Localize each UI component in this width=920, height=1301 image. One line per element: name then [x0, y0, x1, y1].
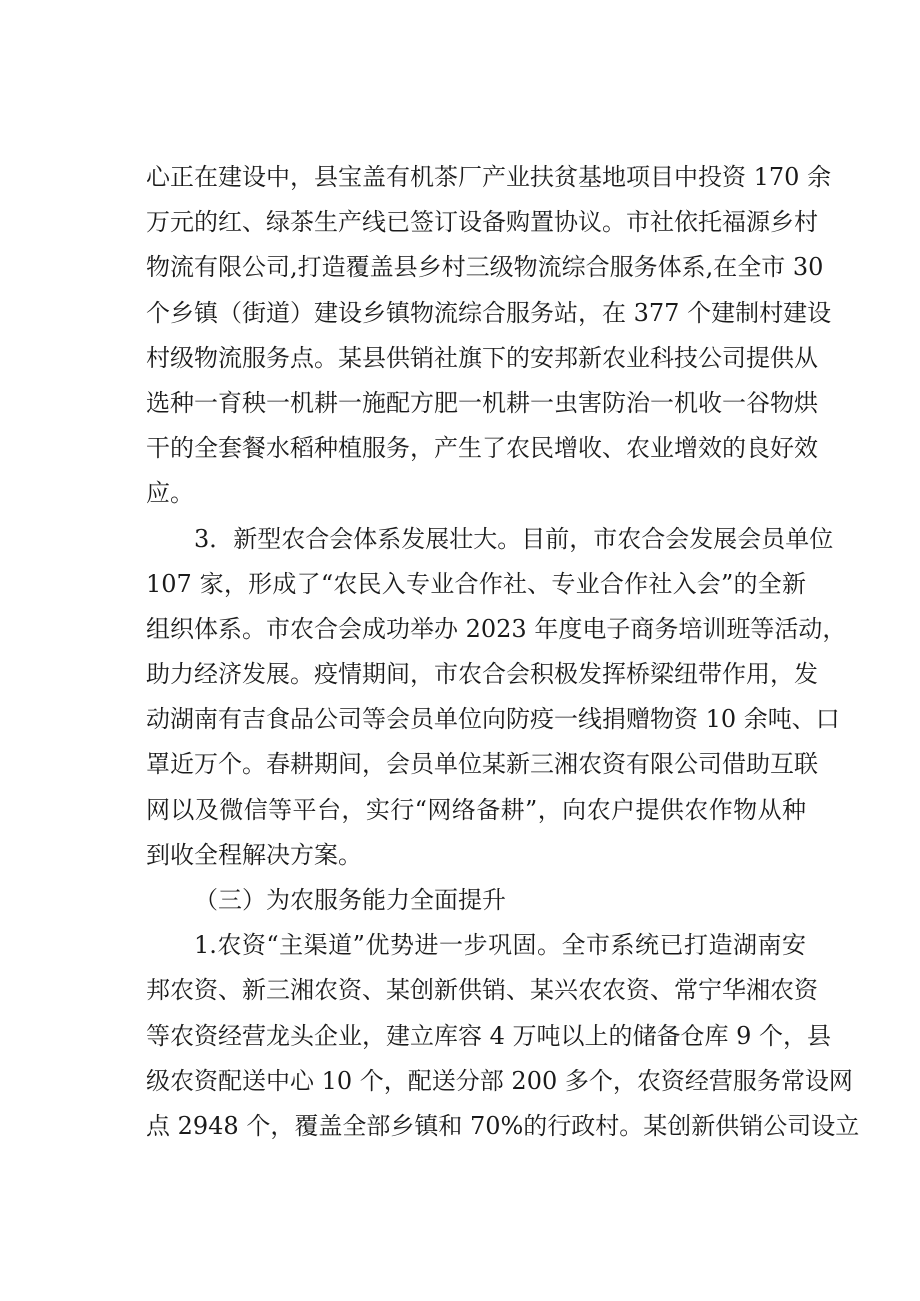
- paragraph-1-line: 物流有限公司,打造覆盖县乡村三级物流综合服务体系,在全市 30: [146, 253, 824, 282]
- paragraph-1-line: 应。: [146, 479, 194, 508]
- paragraph-2-line: 3．新型农合会体系发展壮大。目前，市农合会发展会员单位: [194, 524, 834, 553]
- paragraph-3-line: 等农资经营龙头企业，建立库容 4 万吨以上的储备仓库 9 个，县: [146, 1021, 832, 1050]
- paragraph-1-line: 村级物流服务点。某县供销社旗下的安邦新农业科技公司提供从: [146, 343, 818, 372]
- paragraph-1: [146, 155, 832, 517]
- paragraph-2-line: 助力经济发展。疫情期间，市农合会积极发挥桥梁纽带作用，发: [146, 660, 818, 689]
- paragraph-2-line: 罩近万个。春耕期间，会员单位某新三湘农资有限公司借助互联: [146, 750, 818, 779]
- section-heading: （三）为农服务能力全面提升: [194, 886, 506, 914]
- paragraph-1-line: 万元的红、绿茶生产线已签订设备购置协议。市社依托福源乡村: [146, 208, 818, 237]
- paragraph-2-line: 到收全程解决方案。: [146, 840, 362, 869]
- paragraph-1-line: 心正在建设中，县宝盖有机茶厂产业扶贫基地项目中投资 170 余: [146, 163, 832, 191]
- paragraph-1-line: 个乡镇（街道）建设乡镇物流综合服务站，在 377 个建制村建设: [146, 298, 832, 327]
- paragraph-3: [146, 923, 860, 1149]
- document-body: [146, 155, 860, 1149]
- paragraph-3-line: 级农资配送中心 10 个，配送分部 200 多个，农资经营服务常设网: [146, 1066, 853, 1095]
- paragraph-2-line: 107 家，形成了“农民入专业合作社、专业合作社入会”的全新: [146, 569, 806, 598]
- paragraph-2-line: 组织体系。市农合会成功举办 2023 年度电子商务培训班等活动，: [146, 614, 847, 643]
- paragraph-2-line: 动湖南有吉食品公司等会员单位向防疫一线捐赠物资 10 余吨、口: [146, 705, 840, 734]
- paragraph-1-line: 选种一育秧一机耕一施配方肥一机耕一虫害防治一机收一谷物烘: [146, 388, 818, 417]
- paragraph-1-line: 干的全套餐水稻种植服务，产生了农民增收、农业增效的良好效: [146, 434, 818, 463]
- paragraph-3-line: 邦农资、新三湘农资、某创新供销、某兴农农资、常宁华湘农资: [146, 976, 818, 1005]
- paragraph-2: [146, 517, 847, 879]
- paragraph-2-line: 网以及微信等平台，实行“网络备耕”，向农户提供农作物从种: [146, 795, 806, 824]
- paragraph-3-line: 1.农资“主渠道”优势进一步巩固。全市系统已打造湖南安: [194, 931, 806, 960]
- paragraph-3-line: 点 2948 个，覆盖全部乡镇和 70%的行政村。某创新供销公司设立: [146, 1111, 860, 1140]
